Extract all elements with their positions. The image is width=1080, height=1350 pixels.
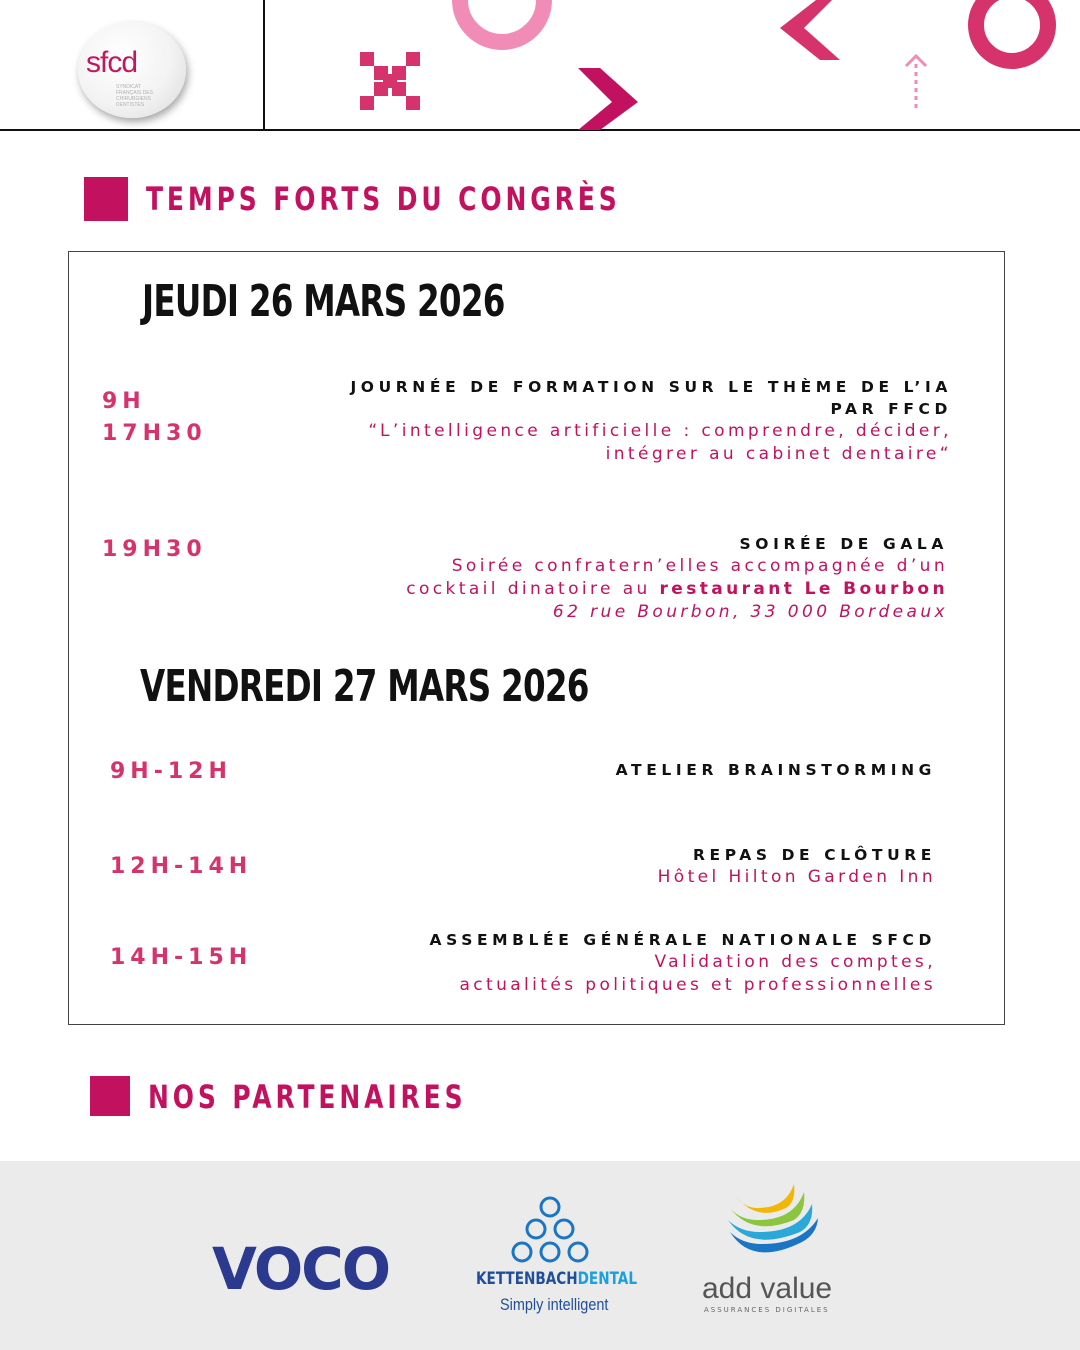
event-description: actualités politiques et professionnelles (459, 975, 936, 995)
event-time: 9H 17H30 (102, 389, 207, 446)
event-time: 19H30 (102, 537, 207, 562)
pixel-cross-icon (360, 52, 420, 110)
add-value-swoosh-icon (722, 1182, 822, 1272)
partner-logo-kettenbach: KETTENBACHDENTAL (476, 1269, 637, 1289)
event-training-ia (350, 376, 952, 466)
chevron-right-icon (578, 68, 638, 130)
event-description: “L’intelligence artificielle : comprendre, décider, (368, 421, 952, 441)
event-gala (406, 533, 948, 624)
section-marker (90, 1076, 130, 1116)
day-title-friday: VENDREDI 27 MARS 2026 (140, 661, 589, 712)
event-title: JOURNÉE DE FORMATION SUR LE THÈME DE L’IA (350, 378, 952, 396)
sfcd-logo-subtitle: SYNDICAT FRANÇAIS DES CHIRURGIENS DENTISTES (116, 84, 153, 108)
event-time: 14H-15H (110, 945, 253, 970)
sfcd-logo-text: sfcd (86, 46, 138, 79)
section-title-partners: NOS PARTENAIRES (148, 1078, 467, 1116)
partner-tagline-kettenbach: Simply intelligent (500, 1295, 609, 1314)
event-title: ASSEMBLÉE GÉNÉRALE NATIONALE SFCD (429, 931, 936, 949)
event-title: PAR FFCD (830, 400, 952, 418)
event-description: Soirée confratern’elles accompagnée d’un (451, 556, 948, 576)
event-closing-meal (658, 844, 936, 889)
chevron-left-icon (780, 0, 840, 60)
event-description: cocktail dinatoire au restaurant Le Bourbon (406, 579, 948, 599)
kettenbach-circles-icon (500, 1195, 600, 1267)
decorative-shapes (300, 0, 1080, 130)
partner-tagline-add-value: ASSURANCES DIGITALES (704, 1306, 830, 1314)
event-title: SOIRÉE DE GALA (739, 535, 948, 553)
large-ring-icon (976, 0, 1048, 61)
section-title-highlights: TEMPS FORTS DU CONGRÈS (146, 180, 621, 218)
partner-logo-add-value: add value (702, 1272, 833, 1305)
event-description: intégrer au cabinet dentaire“ (605, 444, 952, 464)
event-time: 12H-14H (110, 854, 253, 879)
day-title-thursday: JEUDI 26 MARS 2026 (142, 276, 505, 327)
restaurant-name: restaurant Le Bourbon (659, 579, 948, 599)
ring-icon (460, 0, 544, 42)
event-title: ATELIER BRAINSTORMING (615, 761, 936, 779)
dotted-arrow-up-icon (906, 56, 926, 110)
partner-logo-voco: VOCO (212, 1235, 390, 1303)
event-address: 62 rue Bourbon, 33 000 Bordeaux (552, 602, 948, 622)
program-box (68, 251, 1005, 1025)
event-brainstorming (616, 759, 936, 781)
event-time: 9H-12H (110, 759, 232, 784)
event-title: REPAS DE CLÔTURE (692, 846, 936, 864)
event-description: Hôtel Hilton Garden Inn (657, 867, 936, 887)
event-general-assembly (430, 929, 936, 997)
header-vertical-divider (263, 0, 265, 130)
section-marker (84, 177, 128, 221)
event-description: Validation des comptes, (654, 952, 936, 972)
